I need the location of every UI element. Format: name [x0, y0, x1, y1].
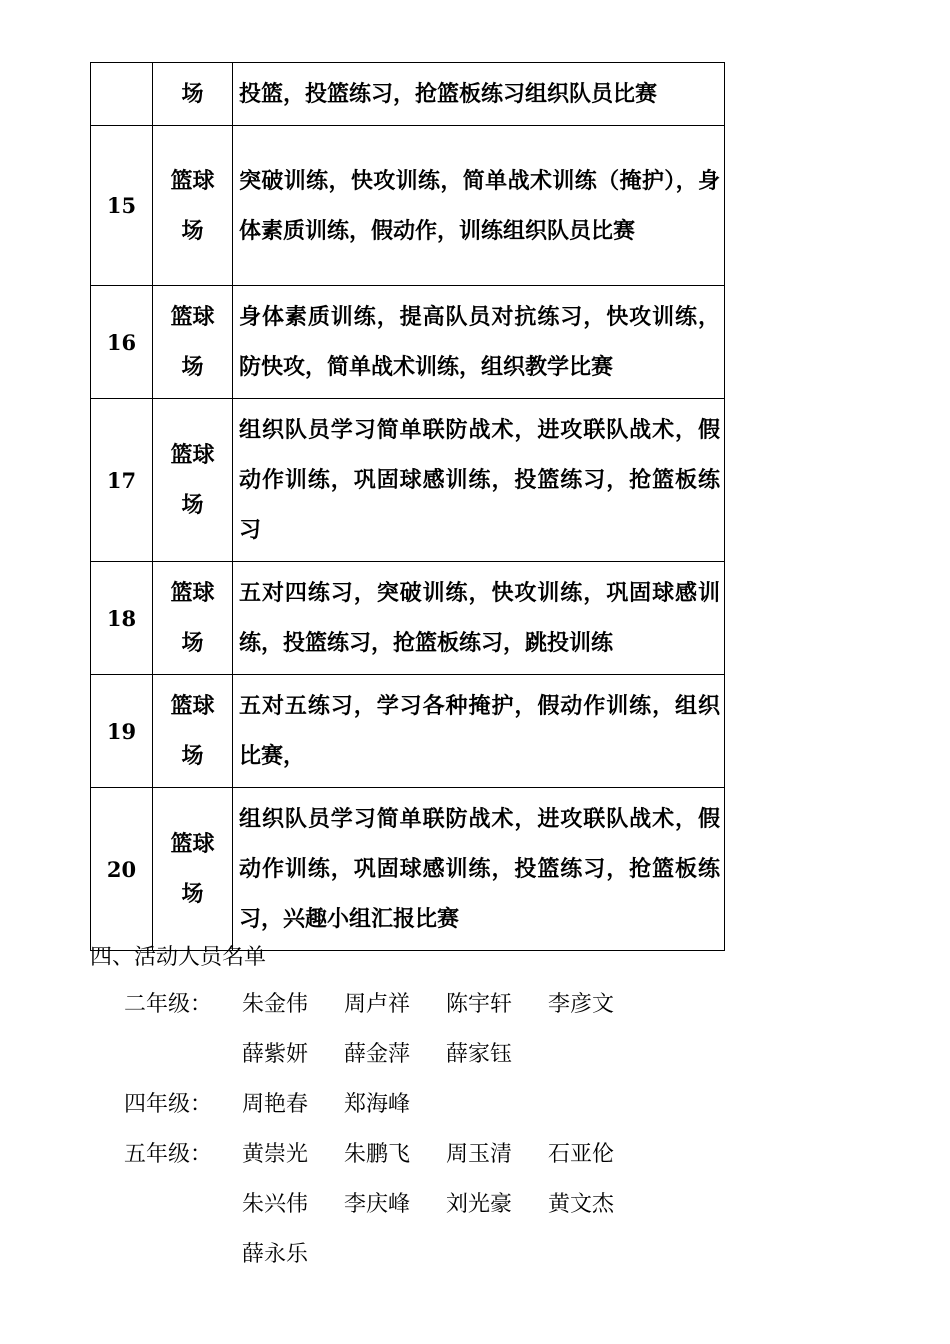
- student-names: [242, 1035, 662, 1075]
- student-names: [242, 985, 662, 1025]
- venue-text: 场: [181, 492, 204, 518]
- student-names: [242, 1185, 662, 1225]
- student-name: 郑海峰: [344, 1092, 411, 1117]
- schedule-table-body: [91, 63, 725, 951]
- student-name: 朱兴伟: [242, 1192, 309, 1217]
- grade-label: 二年级：: [124, 992, 213, 1017]
- session-number: 20: [91, 788, 153, 951]
- student-names: [242, 1235, 662, 1275]
- roster-section-title: 四、活动人员名单: [90, 945, 267, 970]
- venue-text: 场: [181, 81, 204, 107]
- venue-cell: [153, 63, 233, 126]
- table-row: [91, 399, 725, 562]
- table-row: [91, 788, 725, 951]
- training-content: 五对五练习，学习各种掩护，假动作训练，组织比赛，: [233, 675, 725, 788]
- session-number: 18: [91, 562, 153, 675]
- student-name: 石亚伦: [548, 1142, 615, 1167]
- training-content: 投篮，投篮练习，抢篮板练习组织队员比赛: [233, 63, 725, 126]
- table-row: [91, 63, 725, 126]
- venue-cell: [153, 126, 233, 286]
- training-content: 身体素质训练，提高队员对抗练习，快攻训练，防快攻，简单战术训练，组织教学比赛: [233, 286, 725, 399]
- training-schedule-table: [90, 62, 725, 951]
- student-name: 周艳春: [242, 1092, 309, 1117]
- table-row: [91, 286, 725, 399]
- venue-text: 篮球: [170, 442, 215, 468]
- student-name: 薛家钰: [446, 1042, 513, 1067]
- venue-text: 篮球: [170, 167, 215, 194]
- training-content: 五对四练习，突破训练，快攻训练，巩固球感训练，投篮练习，抢篮板练习，跳投训练: [233, 562, 725, 675]
- student-name: 薛金萍: [344, 1042, 411, 1067]
- training-content: 组织队员学习简单联防战术，进攻联队战术，假动作训练，巩固球感训练，投篮练习，抢篮板练习，兴趣小组汇报比赛: [233, 788, 725, 951]
- student-name: 黄文杰: [548, 1192, 615, 1217]
- venue-cell: [153, 286, 233, 399]
- venue-text: 场: [181, 743, 204, 769]
- student-name: 刘光豪: [446, 1192, 513, 1217]
- venue-text: 篮球: [170, 580, 215, 606]
- student-name: 周玉清: [446, 1142, 513, 1167]
- table-row: [91, 675, 725, 788]
- session-number: 19: [91, 675, 153, 788]
- student-name: 周卢祥: [344, 992, 411, 1017]
- session-number: 15: [91, 126, 153, 286]
- venue-cell: [153, 399, 233, 562]
- table-row: [91, 562, 725, 675]
- student-name: 黄崇光: [242, 1142, 309, 1167]
- session-number: [91, 63, 153, 126]
- training-content: 组织队员学习简单联防战术，进攻联队战术，假动作训练，巩固球感训练，投篮练习，抢篮板练习: [233, 399, 725, 562]
- venue-text: 篮球: [170, 831, 215, 857]
- grade-label: 五年级：: [124, 1142, 213, 1167]
- student-name: 薛紫妍: [242, 1042, 309, 1067]
- training-content: 突破训练，快攻训练，简单战术训练（掩护），身体素质训练，假动作，训练组织队员比赛: [233, 126, 725, 286]
- student-name: 朱鹏飞: [344, 1142, 411, 1167]
- student-names: [242, 1135, 662, 1175]
- student-name: 朱金伟: [242, 992, 309, 1017]
- venue-cell: [153, 562, 233, 675]
- venue-text: 场: [181, 217, 204, 244]
- student-name: 李彦文: [548, 992, 615, 1017]
- venue-text: 场: [181, 630, 204, 656]
- table-row: [91, 126, 725, 286]
- student-names: [242, 1085, 662, 1125]
- student-name: 薛永乐: [242, 1242, 309, 1267]
- grade-label: 四年级：: [124, 1092, 213, 1117]
- venue-text: 篮球: [170, 304, 215, 330]
- venue-text: 场: [181, 881, 204, 907]
- session-number: 17: [91, 399, 153, 562]
- student-name: 陈宇轩: [446, 992, 513, 1017]
- student-name: 李庆峰: [344, 1192, 411, 1217]
- venue-cell: [153, 788, 233, 951]
- venue-text: 场: [181, 354, 204, 380]
- venue-cell: [153, 675, 233, 788]
- venue-text: 篮球: [170, 693, 215, 719]
- session-number: 16: [91, 286, 153, 399]
